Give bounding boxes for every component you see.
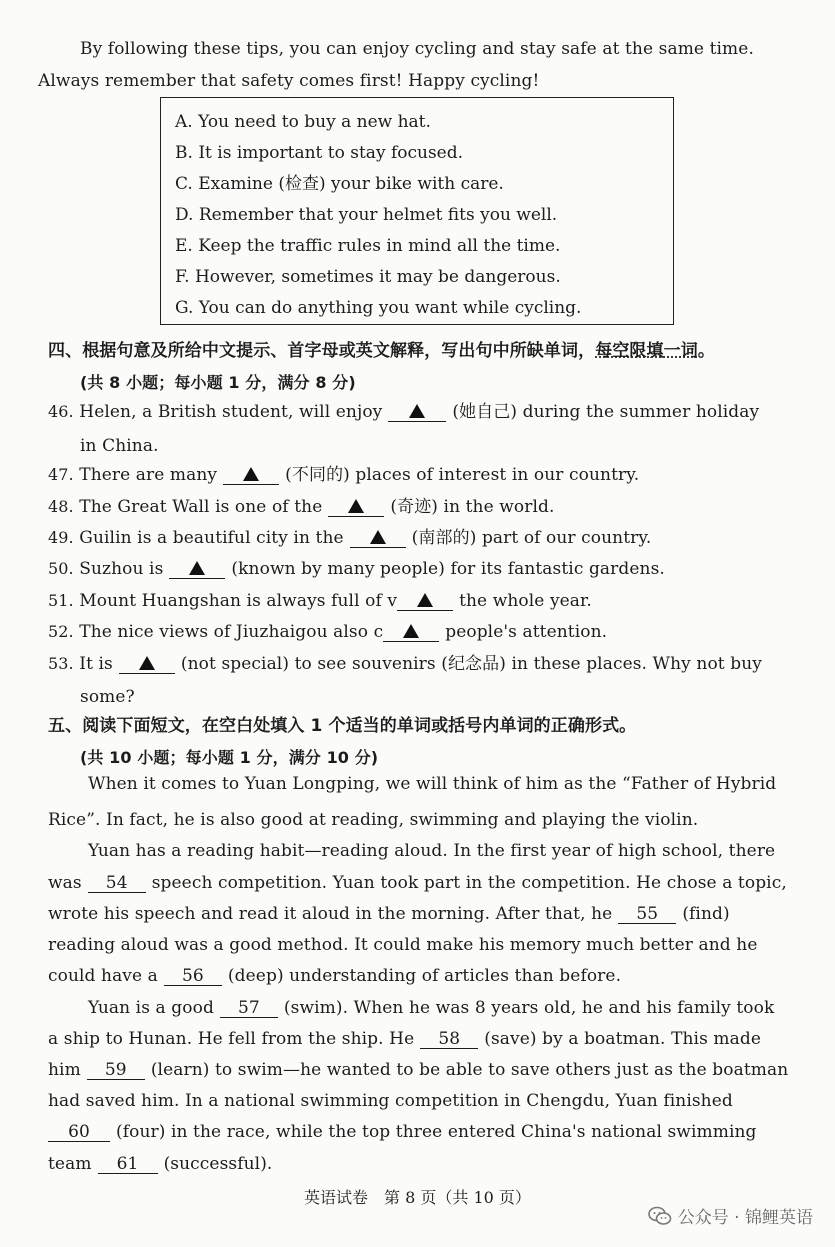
wechat-icon	[648, 1206, 672, 1226]
option-a: A. You need to buy a new hat.	[175, 112, 431, 132]
passage-p2-line-4: reading aloud was a good method. It could make his memory much better and he	[48, 935, 758, 955]
section-4-title: 四、根据句意及所给中文提示、首字母或英文解释，写出句中所缺单词，每空限填一词。	[48, 341, 715, 361]
triangle-icon	[403, 624, 419, 638]
answer-blank-46[interactable]	[388, 400, 446, 422]
section-5-title: 五、阅读下面短文，在空白处填入 1 个适当的单词或括号内单词的正确形式。	[48, 716, 637, 736]
triangle-icon	[243, 467, 259, 481]
answer-blank-49[interactable]	[350, 526, 406, 548]
intro-line-2: Always remember that safety comes first! Happy cycling!	[38, 71, 540, 91]
question-48: 48. The Great Wall is one of the (奇迹) in the world.	[48, 497, 555, 517]
answer-blank-54[interactable]: 54	[88, 871, 146, 893]
passage-p3-line-5: 60 (four) in the race, while the top three entered China's national swimming	[48, 1120, 807, 1144]
question-47: 47. There are many (不同的) places of interest in our country.	[48, 465, 640, 485]
answer-blank-47[interactable]	[223, 463, 279, 485]
answer-blank-52[interactable]	[383, 620, 439, 642]
triangle-icon	[409, 404, 425, 418]
question-49: 49. Guilin is a beautiful city in the (南部的) part of our country.	[48, 528, 652, 548]
option-b: B. It is important to stay focused.	[175, 143, 464, 163]
triangle-icon	[348, 499, 364, 513]
passage-p2-line-2: was 54 speech competition. Yuan took part in the competition. He chose a topic,	[48, 873, 787, 893]
passage-p3-line-1: Yuan is a good 57 (swim). When he was 8 years old, he and his family took	[88, 998, 775, 1018]
triangle-icon	[189, 561, 205, 575]
passage-p2-line-1: Yuan has a reading habit—reading aloud. In the first year of high school, there	[88, 841, 776, 861]
question-53: 53. It is (not special) to see souvenirs (纪念品) in these places. Why not buy	[48, 654, 762, 674]
answer-blank-48[interactable]	[328, 495, 384, 517]
answer-blank-58[interactable]: 58	[420, 1027, 478, 1049]
passage-p2-line-5: could have a 56 (deep) understanding of articles than before.	[48, 966, 622, 986]
answer-blank-59[interactable]: 59	[87, 1058, 145, 1080]
watermark-text: 公众号 · 锦鲤英语	[677, 1208, 813, 1228]
passage-p2-line-3: wrote his speech and read it aloud in the morning. After that, he 55 (find)	[48, 904, 730, 924]
passage-p1-line-2: Rice”. In fact, he is also good at reading, swimming and playing the violin.	[48, 810, 699, 830]
option-g: G. You can do anything you want while cycling.	[175, 298, 582, 318]
section-4-emphasis: 每空限填一词	[595, 341, 698, 361]
question-46: 46. Helen, a British student, will enjoy (她自己) during the summer holiday	[48, 402, 760, 422]
option-e: E. Keep the traffic rules in mind all the time.	[175, 236, 561, 256]
passage-p3-line-3: him 59 (learn) to swim—he wanted to be able to save others just as the boatman	[48, 1060, 789, 1080]
answer-blank-56[interactable]: 56	[164, 964, 222, 986]
answer-blank-51[interactable]	[397, 589, 453, 611]
answer-blank-57[interactable]: 57	[220, 996, 278, 1018]
triangle-icon	[139, 656, 155, 670]
passage-p1-line-1: When it comes to Yuan Longping, we will think of him as the “Father of Hybrid	[88, 774, 777, 794]
triangle-icon	[417, 593, 433, 607]
answer-blank-55[interactable]: 55	[618, 902, 676, 924]
passage-p3-line-6: team 61 (successful).	[48, 1154, 273, 1174]
triangle-icon	[370, 530, 386, 544]
section-5-score: (共 10 小题；每小题 1 分，满分 10 分)	[80, 748, 379, 767]
passage-p3-line-2: a ship to Hunan. He fell from the ship. He 58 (save) by a boatman. This made	[48, 1029, 762, 1049]
option-c: C. Examine (检查) your bike with care.	[175, 174, 504, 194]
page-footer: 英语试卷 第 8 页（共 10 页）	[304, 1188, 531, 1207]
intro-line-1: By following these tips, you can enjoy cycling and stay safe at the same time.	[80, 39, 754, 59]
passage-p3-line-4: had saved him. In a national swimming competition in Chengdu, Yuan finished	[48, 1091, 733, 1111]
option-d: D. Remember that your helmet fits you well.	[175, 205, 558, 225]
answer-blank-60[interactable]: 60	[48, 1120, 110, 1142]
question-52: 52. The nice views of Jiuzhaigou also c people's attention.	[48, 622, 608, 642]
question-50: 50. Suzhou is (known by many people) for its fantastic gardens.	[48, 559, 665, 579]
answer-blank-50[interactable]	[169, 557, 225, 579]
option-f: F. However, sometimes it may be dangerous.	[175, 267, 561, 287]
options-box	[160, 97, 674, 325]
question-46-cont: in China.	[80, 436, 159, 456]
answer-blank-53[interactable]	[119, 652, 175, 674]
answer-blank-61[interactable]: 61	[98, 1152, 158, 1174]
watermark	[648, 1203, 813, 1228]
question-51: 51. Mount Huangshan is always full of v the whole year.	[48, 591, 592, 611]
question-53-cont: some?	[80, 687, 135, 707]
section-4-score: (共 8 小题；每小题 1 分，满分 8 分)	[80, 373, 356, 392]
